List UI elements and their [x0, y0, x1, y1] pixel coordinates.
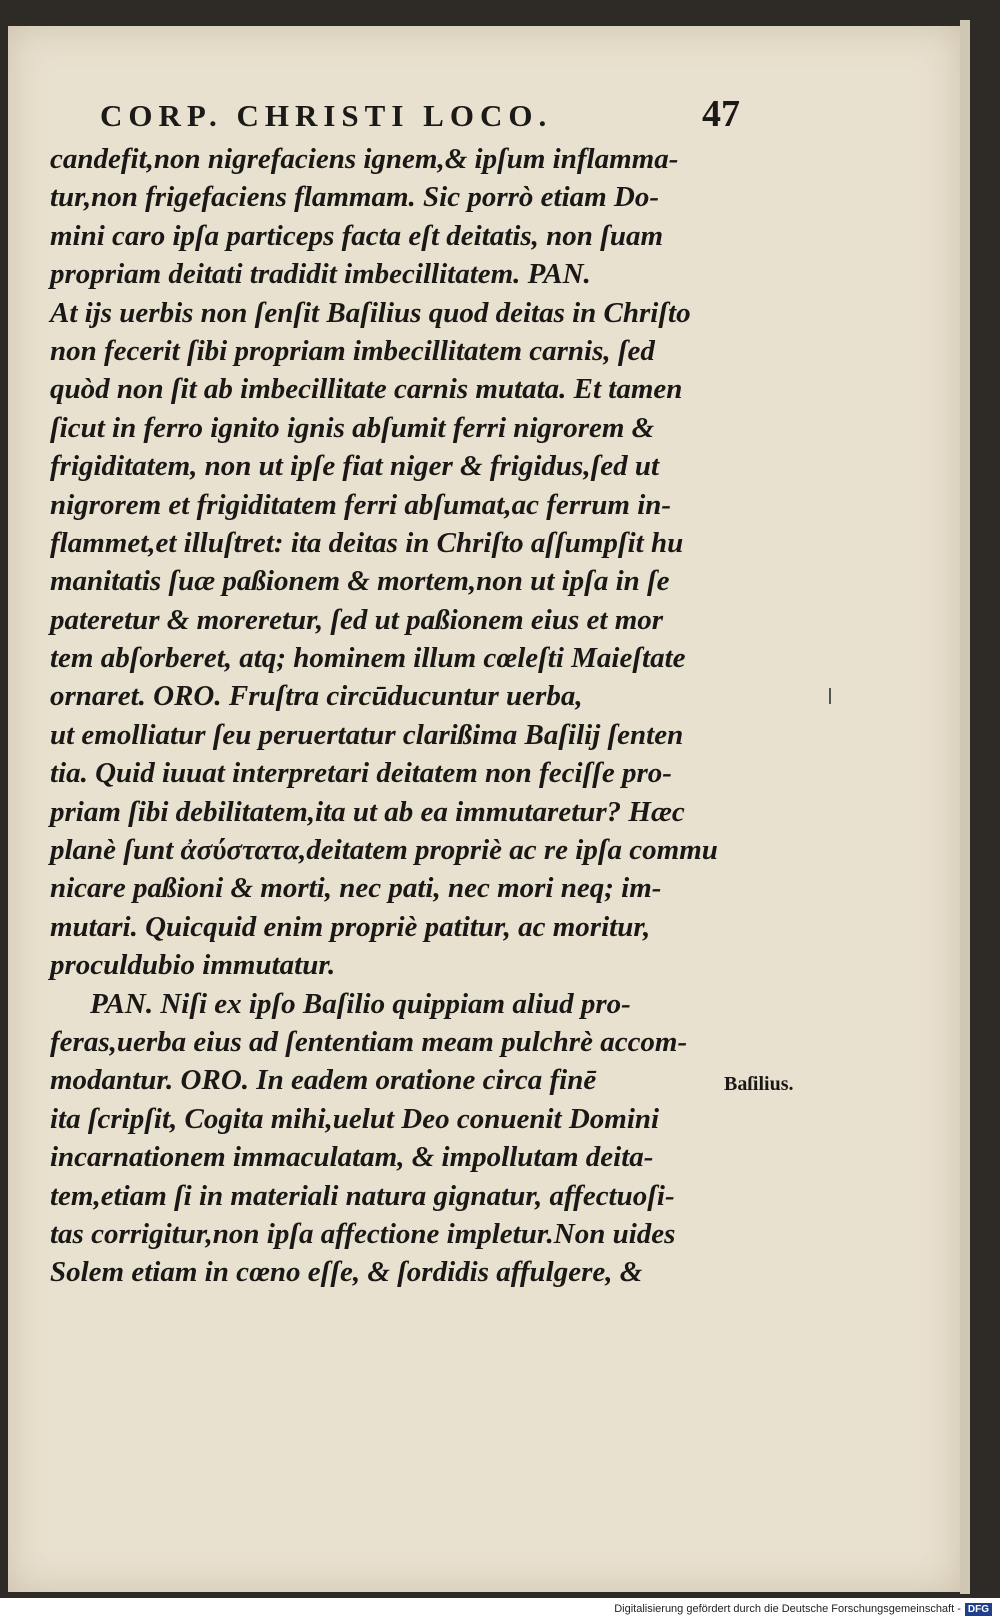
running-head — [100, 92, 740, 136]
text-line: manitatis ſuæ paßionem & mortem,non ut ipſa in ſe — [50, 565, 670, 598]
text-line: incarnationem immaculatam, & impollutam deita- — [50, 1141, 654, 1174]
running-title: CORP. CHRISTI LOCO. — [100, 98, 553, 133]
text-line: priam ſibi debilitatem,ita ut ab ea immutaretur? Hæc — [50, 795, 685, 828]
text-line: candefit,non nigrefaciens ignem,& ipſum inflamma- — [50, 143, 679, 175]
text-line: frigiditatem, non ut ipſe fiat niger & frigidus,ſed ut — [50, 450, 660, 483]
text-line: feras,uerba eius ad ſententiam meam pulchrè accom- — [50, 1025, 688, 1058]
text-line: non fecerit ſibi propriam imbecillitatem carnis, ſed — [50, 334, 655, 367]
text-line: planè ſunt ἀσύστατα,deitatem propriè ac re ipſa commu — [50, 834, 718, 867]
text-line: tem,etiam ſi in materiali natura gignatur, affectuoſi- — [50, 1179, 675, 1212]
text-line: tia. Quid iuuat interpretari deitatem non feciſſe pro- — [50, 757, 672, 790]
text-line: pateretur & moreretur, ſed ut paßionem eius et mor — [50, 603, 664, 636]
text-line: ita ſcripſit, Cogita mihi,uelut Deo conuenit Domini — [50, 1102, 660, 1135]
footer-credit: Digitalisierung gefördert durch die Deutsche Forschungsgemeinschaft - — [614, 1603, 961, 1615]
text-line: flammet,et illuſtret: ita deitas in Chriſto aſſumpſit hu — [50, 526, 684, 559]
text-line: PAN. Niſi ex ipſo Baſilio quippiam aliud pro- — [90, 987, 631, 1020]
text-line: propriam deitati tradidit imbecillitatem. PAN. — [50, 258, 591, 291]
text-line: ut emolliatur ſeu peruertatur clarißima Baſilij ſenten — [50, 718, 684, 751]
text-line: ornaret. ORO. Fruſtra circūducuntur uerba, — [50, 680, 583, 713]
text-line: modantur. ORO. In eadem oratione circa finē — [50, 1064, 597, 1097]
page-number: 47 — [702, 93, 740, 135]
text-line: tem abſorberet, atq; hominem illum cœleſti Maieſtate — [50, 642, 686, 675]
body-text — [50, 140, 750, 1292]
text-line: mutari. Quicquid enim propriè patitur, ac moritur, — [50, 910, 651, 943]
text-line: ſicut in ferro ignito ignis abſumit ferri nigrorem & — [50, 411, 655, 444]
page-edge — [960, 20, 970, 1594]
text-line: quòd non ſit ab imbecillitate carnis mutata. Et tamen — [50, 373, 683, 406]
text-line: At ijs uerbis non ſenſit Baſilius quod deitas in Chriſto — [50, 296, 691, 329]
text-line: Solem etiam in cœno eſſe, & ſordidis affulgere, & — [50, 1256, 643, 1289]
marginal-note: Baſilius. — [724, 1073, 794, 1095]
text-line: mini caro ipſa particeps facta eſt deitatis, non ſuam — [50, 219, 664, 252]
digitization-footer — [0, 1598, 1000, 1620]
text-line: tur,non frigefaciens flammam. Sic porrò etiam Do- — [50, 181, 660, 214]
text-line: tas corrigitur,non ipſa affectione impletur.Non uides — [50, 1217, 676, 1250]
text-line: nigrorem et frigiditatem ferri abſumat,ac ferrum in- — [50, 488, 672, 521]
text-line: proculdubio immutatur. — [50, 949, 336, 982]
text-line: nicare paßioni & morti, nec pati, nec mori neq; im- — [50, 872, 662, 905]
margin-mark — [829, 688, 831, 704]
dfg-logo: DFG — [965, 1603, 992, 1616]
